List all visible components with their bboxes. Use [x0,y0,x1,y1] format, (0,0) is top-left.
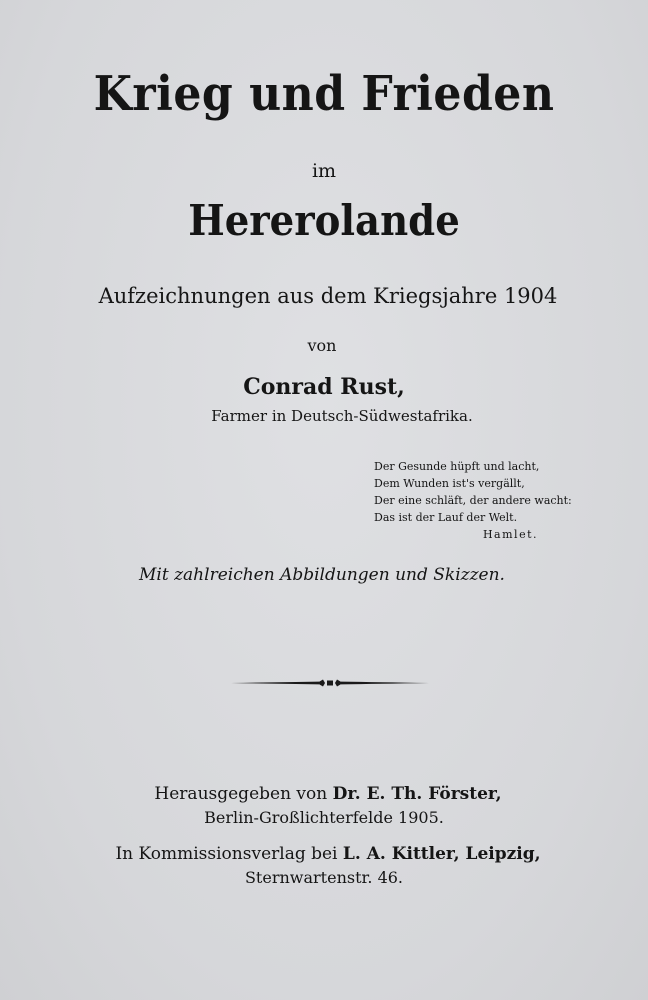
author-name: Conrad Rust, [243,374,405,400]
epigraph [374,458,572,543]
book-title: Krieg und Frieden [93,66,555,122]
illustrations-note: Mit zahlreichen Abbildungen und Skizzen. [139,565,505,585]
epigraph-line: Das ist der Lauf der Welt. [374,511,518,524]
author-description: Farmer in Deutsch-Südwestafrika. [211,407,473,425]
epigraph-attribution: Hamlet. [482,528,538,541]
distribution-address: Sternwartenstr. 46. [244,868,404,887]
editor-name: Dr. E. Th. Förster, [332,784,502,804]
distribution-line [4,844,648,864]
book-subtitle: Aufzeichnungen aus dem Kriegsjahre 1904 [98,284,558,308]
book-title-region: Hererolande [188,196,460,245]
ornament-divider [229,676,431,690]
distribution-prefix: In Kommissionsverlag bei [115,844,338,864]
epigraph-line: Der eine schläft, der andere wacht: [374,494,572,507]
publisher-prefix: Herausgegeben von [154,784,328,804]
distribution-firm: L. A. Kittler, Leipzig, [342,844,541,864]
title-connector: im [311,160,337,182]
by-line: von [307,336,337,355]
publisher-line [4,784,648,804]
place-year: Berlin-Großlichterfelde 1905. [204,808,444,827]
epigraph-line: Der Gesunde hüpft und lacht, [374,460,540,473]
epigraph-line: Dem Wunden ist's vergällt, [374,477,525,490]
